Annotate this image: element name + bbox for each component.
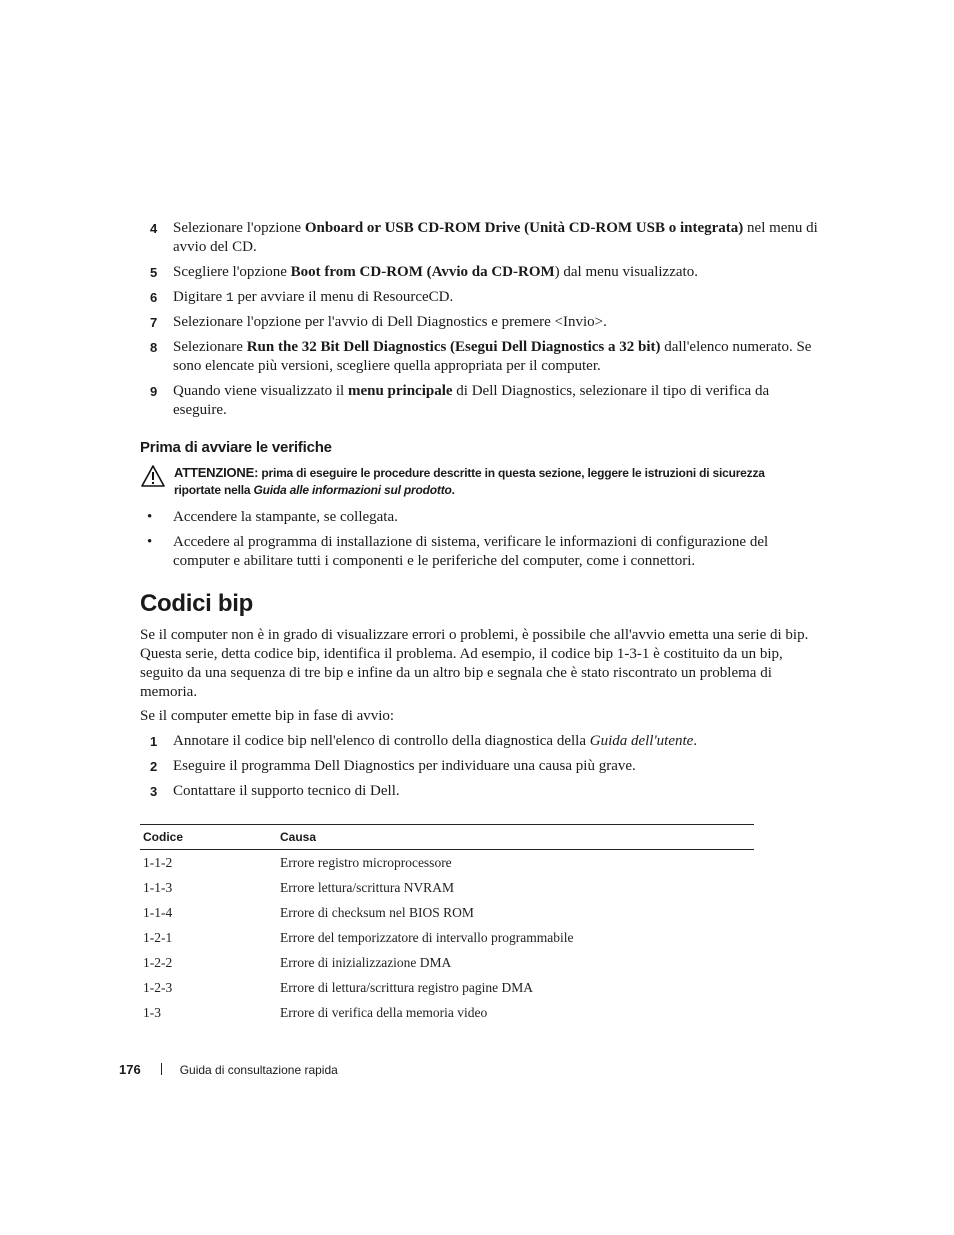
step-text-pre: Scegliere l'opzione xyxy=(173,264,291,280)
step-8 xyxy=(150,338,820,376)
table-row xyxy=(140,975,754,1000)
step-number: 1 xyxy=(150,734,158,749)
cell-code: 1-3 xyxy=(143,1004,161,1020)
intro-paragraph: Se il computer non è in grado di visualizzare errori o problemi, è possibile che all'avvio emetta una serie di bip. Questa serie, detta codice bip, identifica il problema. Ad esempio, il codice bip 1-3-1 è costituito da un bip, seguito da una sequenza di tre bip e infine da un altro bip e segnala che è stato riscontrato un problema di memoria. xyxy=(140,627,809,700)
step-text-post: di Dell Diagnostics, selezionare il tipo di verifica da eseguire. xyxy=(173,383,770,418)
step-text-bold: menu principale xyxy=(347,383,453,399)
caution-notice xyxy=(140,464,800,499)
table-row xyxy=(140,925,754,950)
step-text xyxy=(173,220,818,255)
bullet-dot: • xyxy=(147,534,153,550)
footer-separator xyxy=(161,1063,162,1075)
caution-icon xyxy=(140,464,166,488)
step-text-italic: Guida dell'utente xyxy=(589,733,694,749)
bullet-dot: • xyxy=(147,509,153,525)
steps-list-top xyxy=(150,219,820,426)
step-text-bold: Run the 32 Bit Dell Diagnostics (Esegui Dell Diagnostics a 32 bit) xyxy=(246,339,661,355)
table-row xyxy=(140,900,754,925)
step-text-bold: Boot from CD-ROM (Avvio da CD-ROM xyxy=(290,264,555,280)
step-7 xyxy=(150,313,820,332)
cell-cause: Errore di inizializzazione DMA xyxy=(280,954,452,970)
page-number: 176 xyxy=(119,1062,141,1077)
step-9 xyxy=(150,382,820,420)
step-text-post: . xyxy=(693,733,698,749)
steps-list-bottom xyxy=(150,732,820,807)
step-number: 7 xyxy=(150,315,158,330)
step-text-pre: Selezionare xyxy=(173,339,247,355)
step-text-pre: Digitare xyxy=(173,289,226,305)
bullet-text: Accedere al programma di installazione di sistema, verificare le informazioni di configurazione del computer e abilitare tutti i componenti e le periferiche del computer, come i connettori. xyxy=(173,534,769,569)
caution-text xyxy=(174,464,800,499)
page-footer xyxy=(119,1060,338,1080)
step-text: Contattare il supporto tecnico di Dell. xyxy=(173,783,400,799)
cell-cause: Errore del temporizzatore di intervallo programmabile xyxy=(280,929,574,945)
caution-body: prima di eseguire le procedure descritte in questa sezione, leggere le istruzioni di sicurezza riportate nella xyxy=(174,466,765,497)
cell-code: 1-1-3 xyxy=(143,879,173,895)
bullet-list xyxy=(147,508,807,577)
beep-code-table xyxy=(140,824,754,1025)
cell-cause: Errore di verifica della memoria video xyxy=(280,1004,488,1020)
step-number: 2 xyxy=(150,759,158,774)
table-row xyxy=(140,1000,754,1025)
step-3 xyxy=(150,782,820,801)
bullet-item xyxy=(147,508,807,527)
step-text xyxy=(173,383,769,418)
cell-cause: Errore lettura/scrittura NVRAM xyxy=(280,879,454,895)
footer-title: Guida di consultazione rapida xyxy=(179,1063,338,1077)
step-text-post: ) dal menu visualizzato. xyxy=(554,264,698,280)
cell-code: 1-2-3 xyxy=(143,979,173,995)
step-text: Eseguire il programma Dell Diagnostics per individuare una causa più grave. xyxy=(173,758,636,774)
step-text xyxy=(173,733,697,749)
step-number: 5 xyxy=(150,265,158,280)
table-row xyxy=(140,875,754,900)
table-row xyxy=(140,850,754,875)
cell-cause: Errore registro microprocessore xyxy=(280,854,452,870)
step-1 xyxy=(150,732,820,751)
page-heading: Codici bip xyxy=(140,590,253,617)
cell-code: 1-2-2 xyxy=(143,954,173,970)
beep-intro: Se il computer emette bip in fase di avvio: xyxy=(140,708,395,724)
column-header-cause: Causa xyxy=(280,830,317,844)
column-header-code: Codice xyxy=(143,830,184,844)
step-2 xyxy=(150,757,820,776)
caution-end: . xyxy=(451,483,455,497)
step-5 xyxy=(150,263,820,282)
step-code: 1 xyxy=(225,290,234,305)
step-6 xyxy=(150,288,820,307)
step-text-pre: Quando viene visualizzato il xyxy=(173,383,348,399)
step-text: Selezionare l'opzione per l'avvio di Dell Diagnostics e premere <Invio>. xyxy=(173,314,607,330)
table-row xyxy=(140,950,754,975)
step-number: 6 xyxy=(150,290,158,305)
cell-code: 1-2-1 xyxy=(143,929,173,945)
step-text xyxy=(173,339,811,374)
step-text-pre: Annotare il codice bip nell'elenco di controllo della diagnostica della xyxy=(173,733,590,749)
step-4 xyxy=(150,219,820,257)
step-text-post: per avviare il menu di ResourceCD. xyxy=(233,289,454,305)
cell-code: 1-1-4 xyxy=(143,904,173,920)
cell-code: 1-1-2 xyxy=(143,854,173,870)
step-text-bold: Onboard or USB CD-ROM Drive (Unità CD-ROM USB o integrata) xyxy=(304,220,744,236)
caution-label: ATTENZIONE: xyxy=(174,465,259,480)
step-text xyxy=(173,289,453,305)
cell-cause: Errore di lettura/scrittura registro pagine DMA xyxy=(280,979,534,995)
step-text xyxy=(173,264,698,280)
caution-guide-title: Guida alle informazioni sul prodotto xyxy=(253,483,452,497)
step-number: 8 xyxy=(150,340,158,355)
step-number: 9 xyxy=(150,384,158,399)
step-text-post: dall'elenco numerato. Se sono elencate più versioni, scegliere quella appropriata per il computer. xyxy=(173,339,812,374)
table-header xyxy=(140,825,754,850)
step-number: 3 xyxy=(150,784,158,799)
cell-cause: Errore di checksum nel BIOS ROM xyxy=(280,904,474,920)
step-text-pre: Selezionare l'opzione xyxy=(173,220,305,236)
step-text-post: nel menu di avvio del CD. xyxy=(173,220,818,255)
step-number: 4 xyxy=(150,221,158,236)
bullet-text: Accendere la stampante, se collegata. xyxy=(173,509,398,525)
bullet-item xyxy=(147,533,807,571)
section-subheading: Prima di avviare le verifiche xyxy=(140,439,332,456)
